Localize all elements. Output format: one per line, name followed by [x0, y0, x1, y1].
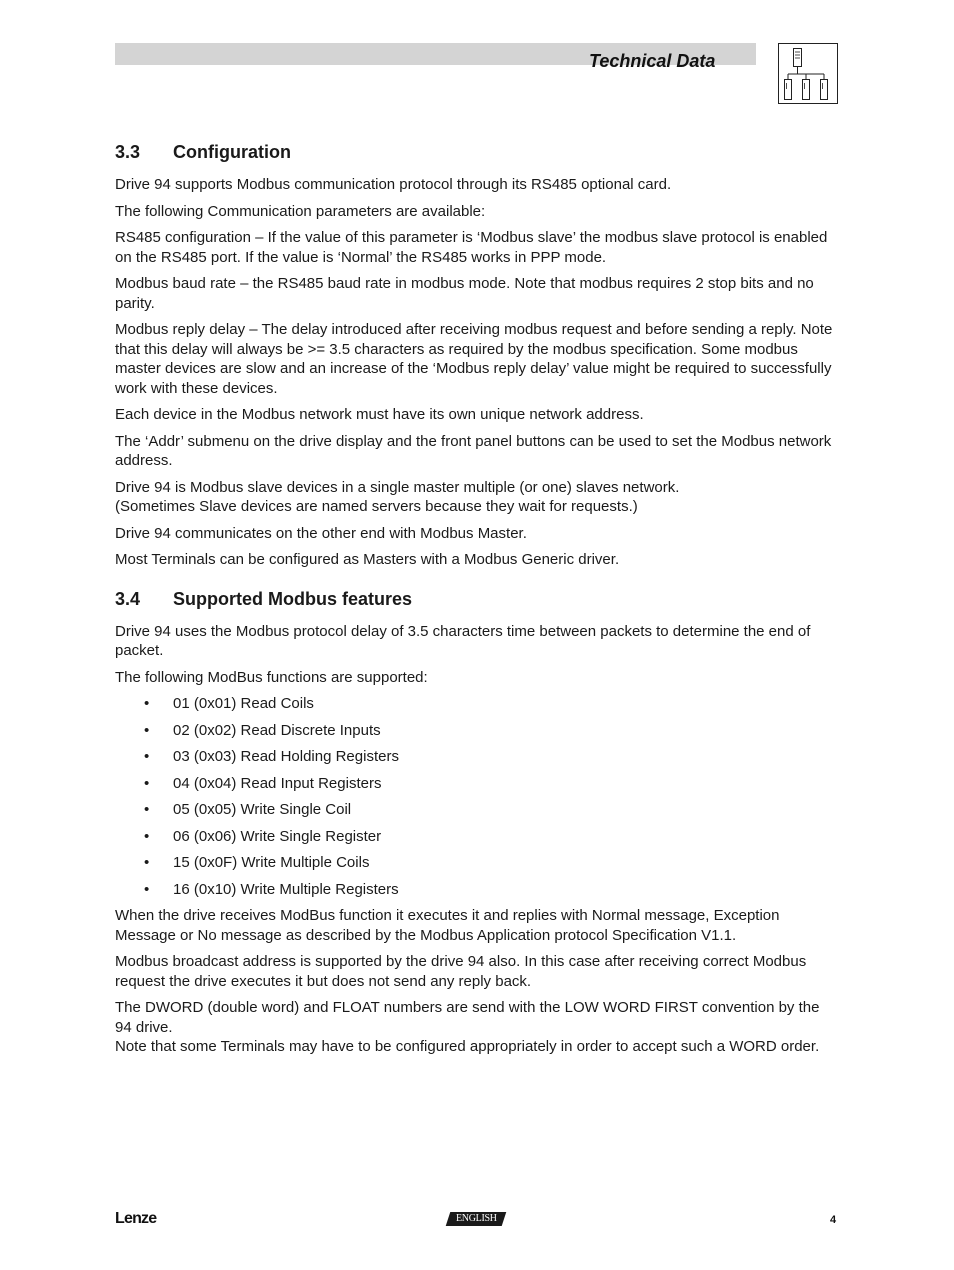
bullet-icon: •: [144, 880, 150, 898]
list-item-text: 16 (0x10) Write Multiple Registers: [173, 880, 399, 898]
paragraph: The DWORD (double word) and FLOAT numbers are send with the LOW WORD FIRST convention by the 94 drive.: [115, 999, 820, 1036]
list-item-text: 05 (0x05) Write Single Coil: [173, 801, 352, 818]
paragraph: The following ModBus functions are supported:: [115, 668, 428, 686]
paragraph: Modbus broadcast address is supported by the drive 94 also. In this case after receiving correct Modbus request the drive executes it but does not send any reply back.: [115, 953, 807, 990]
paragraph: The following Communication parameters are available:: [115, 202, 486, 220]
paragraph: RS485 configuration – If the value of this parameter is ‘Modbus slave’ the modbus slave protocol is enabled on the RS485 port. If the value is ‘Normal’ the RS485 works in PPP mode.: [115, 229, 828, 266]
list-item-text: 06 (0x06) Write Single Register: [173, 827, 382, 845]
bullet-icon: •: [144, 774, 150, 792]
bullet-icon: •: [144, 695, 150, 712]
list-item: [115, 853, 835, 873]
bullet-icon: •: [144, 721, 150, 739]
paragraph: Each device in the Modbus network must have its own unique network address.: [115, 406, 644, 423]
paragraph: Modbus reply delay – The delay introduced after receiving modbus request and before sending a reply. Note that this delay will always be >= 3.5 characters as required by the modbus specification. Some modbus master devices are slow and an increase of the ‘Modbus reply delay’ value might be required to successfully work with these devices.: [115, 321, 833, 397]
bullet-icon: •: [144, 801, 150, 818]
paragraph: When the drive receives ModBus function it executes it and replies with Normal message, Exception Message or No message as described by the Modbus Application protocol Specification V1.1.: [115, 907, 780, 944]
bullet-icon: •: [144, 748, 150, 765]
bullet-icon: •: [144, 827, 150, 845]
list-item: [115, 774, 835, 794]
paragraph: (Sometimes Slave devices are named servers because they wait for requests.): [115, 498, 638, 515]
list-item: [115, 827, 835, 847]
list-item-text: 15 (0x0F) Write Multiple Coils: [173, 854, 370, 871]
language-badge: [446, 1212, 507, 1226]
paragraph: Modbus baud rate – the RS485 baud rate in modbus mode. Note that modbus requires 2 stop bits and no parity.: [115, 275, 814, 312]
paragraph: Drive 94 uses the Modbus protocol delay of 3.5 characters time between packets to determine the end of packet.: [115, 622, 811, 659]
paragraph: Drive 94 supports Modbus communication protocol through its RS485 optional card.: [115, 176, 672, 193]
bullet-icon: •: [144, 854, 150, 871]
network-topology-icon: [778, 43, 838, 104]
list-item-text: 03 (0x03) Read Holding Registers: [173, 748, 399, 765]
section-title: Supported Modbus features: [173, 588, 413, 609]
document-body: [115, 140, 835, 1057]
list-item: [115, 880, 835, 900]
list-item-text: 01 (0x01) Read Coils: [173, 695, 314, 712]
list-item: [115, 721, 835, 741]
list-item-text: 04 (0x04) Read Input Registers: [173, 774, 382, 792]
paragraph: The ‘Addr’ submenu on the drive display and the front panel buttons can be used to set the Modbus network address.: [115, 432, 832, 469]
section-number: 3.4: [115, 588, 141, 609]
paragraph: Most Terminals can be configured as Masters with a Modbus Generic driver.: [115, 551, 620, 568]
lenze-logo: Lenze: [115, 1210, 157, 1227]
page-number: 4: [830, 1214, 837, 1226]
page-header-title: Technical Data: [589, 51, 716, 71]
list-item: [115, 800, 835, 820]
section-number: 3.3: [115, 142, 141, 162]
language-label: ENGLISH: [455, 1213, 497, 1224]
function-list: [115, 694, 835, 899]
section-heading: [115, 140, 835, 164]
paragraph: Drive 94 communicates on the other end with Modbus Master.: [115, 524, 527, 542]
list-item: [115, 747, 835, 767]
paragraph: Drive 94 is Modbus slave devices in a single master multiple (or one) slaves network.: [115, 478, 680, 496]
paragraph: Note that some Terminals may have to be configured appropriately in order to accept such a WORD order.: [115, 1038, 820, 1055]
list-item: [115, 694, 835, 714]
section-title: Configuration: [173, 142, 291, 162]
section-heading: [115, 587, 835, 611]
list-item-text: 02 (0x02) Read Discrete Inputs: [173, 721, 381, 739]
